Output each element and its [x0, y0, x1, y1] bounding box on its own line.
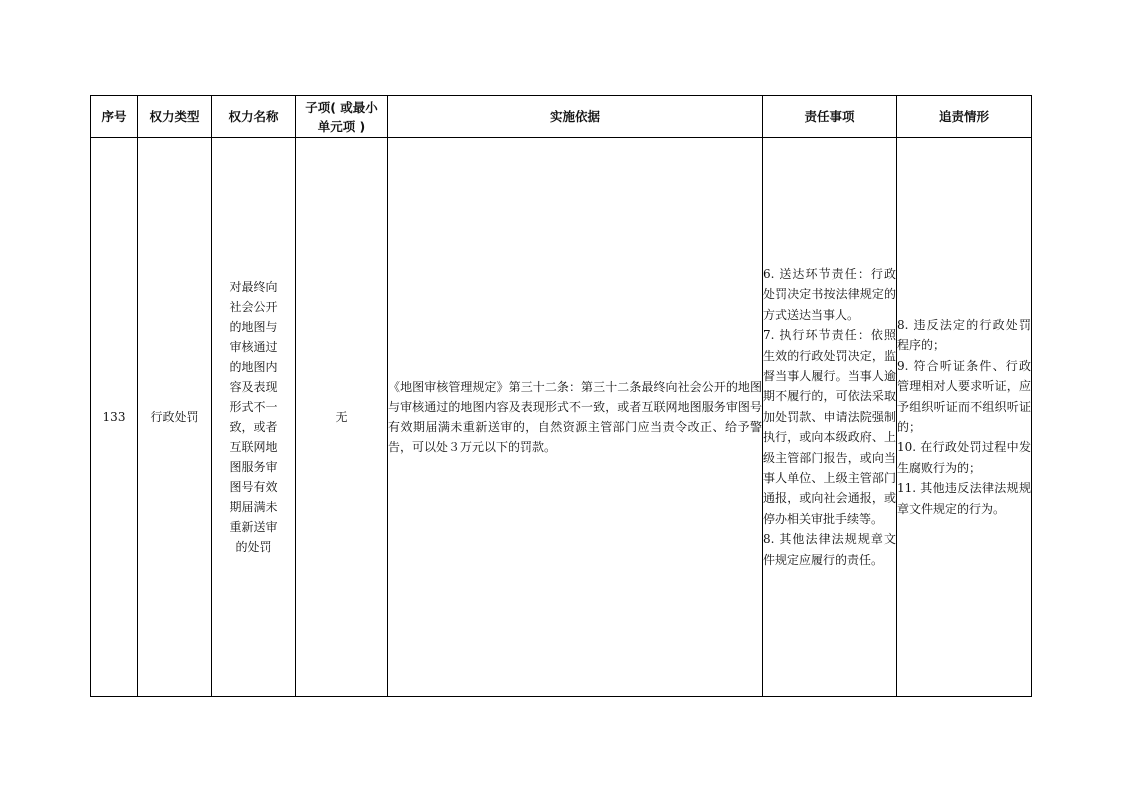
table-header-row: [91, 96, 1032, 138]
cell-responsibility: [763, 138, 897, 697]
power-name-text: 对最终向社会公开的地图与审核通过的地图内容及表现形式不一致，或者互联网地图服务审图号有效期届满未重新送审的处罚: [229, 280, 278, 554]
accountability-item-11: 11. 其他违反法律法规规章文件规定的行为。: [897, 481, 1031, 516]
header-power-type: 权力类型: [138, 96, 212, 138]
header-accountability: 追责情形: [897, 96, 1032, 138]
header-responsibility: 责任事项: [763, 96, 897, 138]
header-sub-item: [296, 96, 388, 138]
cell-power-type: 行政处罚: [138, 138, 212, 697]
responsibility-item-7: 7. 执行环节责任：依照生效的行政处罚决定，监督当事人履行。当事人逾期不履行的，可依法采取加处罚款、申请法院强制执行，或向本级政府、上级主管部门报告，或向当事人单位、上级主管部门通报，或向社会通报，或停办相关审批手续等。: [763, 328, 896, 526]
accountability-item-8: 8. 违反法定的行政处罚程序的；: [897, 317, 1031, 353]
header-index: 序号: [91, 96, 138, 138]
responsibility-item-6: 6. 送达环节责任：行政处罚决定书按法律规定的方式送达当事人。: [763, 266, 896, 322]
header-sub-item-label: 子项( 或最小单元项 ): [305, 99, 378, 134]
header-basis: 实施依据: [388, 96, 763, 138]
table-row: [91, 138, 1032, 697]
accountability-item-10: 10. 在行政处罚过程中发生腐败行为的；: [897, 440, 1031, 475]
cell-power-name: [212, 138, 296, 697]
cell-index: 133: [91, 138, 138, 697]
header-power-name: 权力名称: [212, 96, 296, 138]
accountability-item-9: 9. 符合听证条件、行政管理相对人要求听证，应予组织听证而不组织听证的；: [897, 358, 1031, 434]
cell-sub-item: 无: [296, 138, 388, 697]
responsibility-item-8: 8. 其他法律法规规章文件规定应履行的责任。: [763, 532, 896, 567]
cell-accountability: [897, 138, 1032, 697]
power-list-table: [90, 95, 1032, 697]
cell-basis: 《地图审核管理规定》第三十二条：第三十二条最终向社会公开的地图与审核通过的地图内容及表现形式不一致，或者互联网地图服务审图号有效期届满未重新送审的，自然资源主管部门应当责令改正、给予警告，可以处３万元以下的罚款。: [388, 138, 763, 697]
